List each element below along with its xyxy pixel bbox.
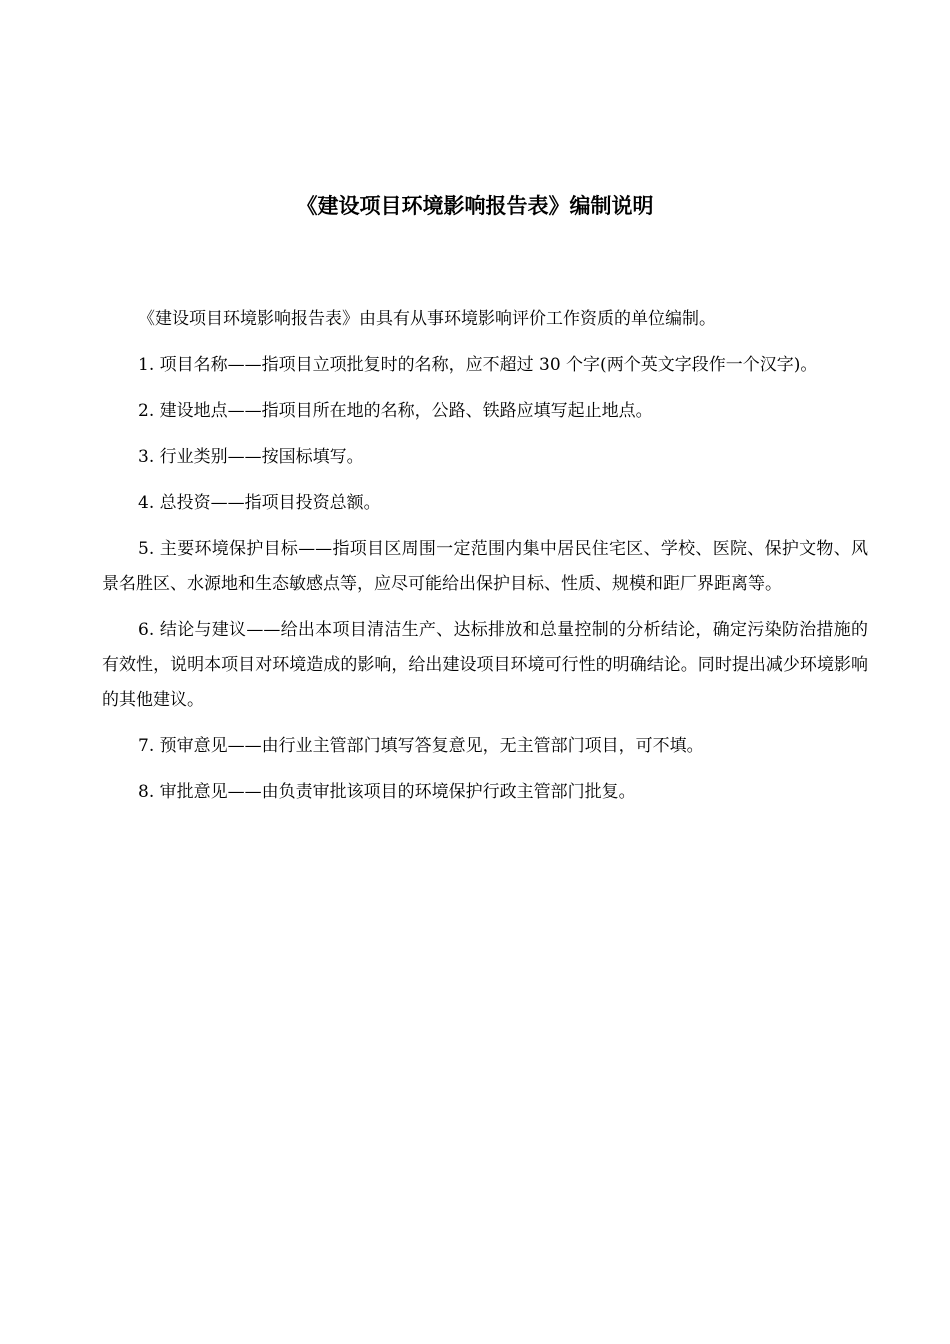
document-body — [102, 302, 868, 821]
item-industry-category: 3. 行业类别——按国标填写。 — [138, 447, 364, 467]
document-title: 《建设项目环境影响报告表》编制说明 — [296, 194, 654, 218]
item-construction-site: 2. 建设地点——指项目所在地的名称，公路、铁路应填写起止地点。 — [138, 401, 653, 421]
item-total-investment: 4. 总投资——指项目投资总额。 — [138, 493, 381, 513]
item-approval-opinion: 8. 审批意见——由负责审批该项目的环境保护行政主管部门批复。 — [138, 782, 636, 802]
intro-paragraph: 《建设项目环境影响报告表》由具有从事环境影响评价工作资质的单位编制。 — [138, 309, 716, 329]
item-protection-targets: 5. 主要环境保护目标——指项目区周围一定范围内集中居民住宅区、学校、医院、保护文物、风景名胜区、水源地和生态敏感点等，应尽可能给出保护目标、性质、规模和距厂界距离等。 — [102, 539, 868, 594]
item-conclusions: 6. 结论与建议——给出本项目清洁生产、达标排放和总量控制的分析结论，确定污染防治措施的有效性，说明本项目对环境造成的影响，给出建设项目环境可行性的明确结论。同时提出减少环境影响的其他建议。 — [102, 620, 868, 710]
item-preliminary-review: 7. 预审意见——由行业主管部门填写答复意见，无主管部门项目，可不填。 — [138, 736, 704, 756]
item-project-name: 1. 项目名称——指项目立项批复时的名称，应不超过 30 个字(两个英文字段作一个汉字)。 — [138, 355, 818, 375]
